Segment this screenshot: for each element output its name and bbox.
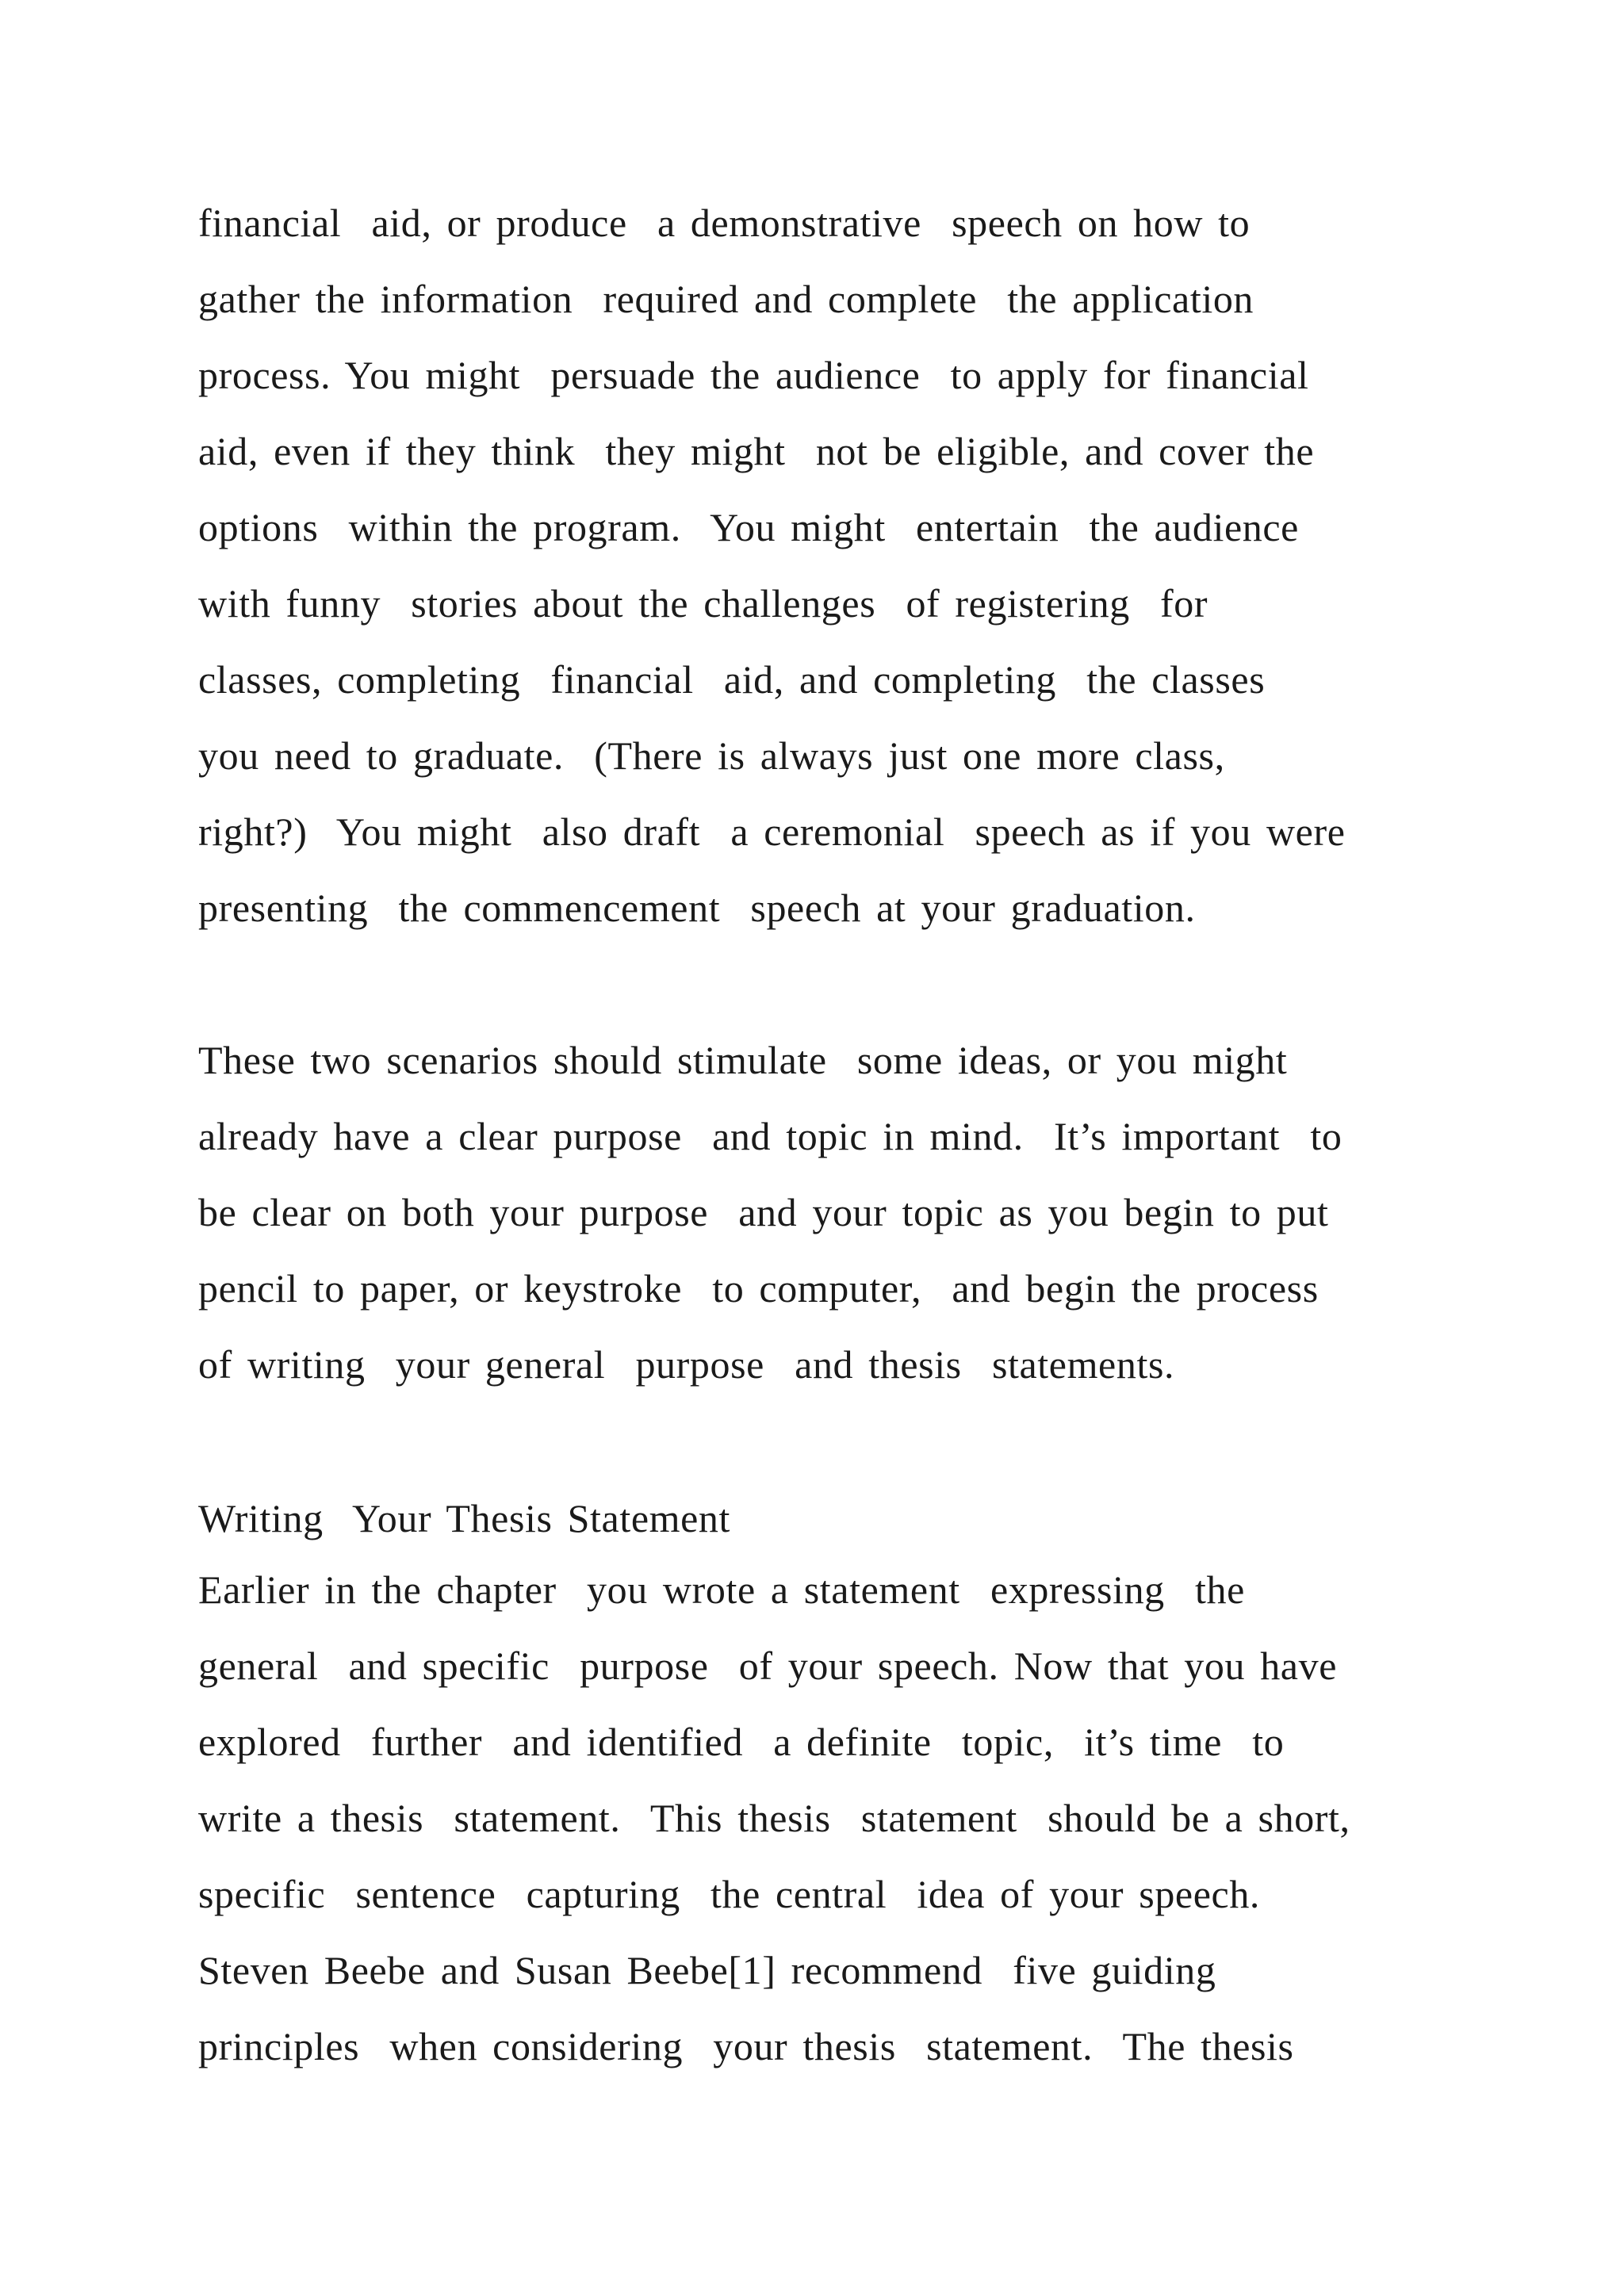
paragraph-line: financial aid, or produce a demonstrative speech on how to <box>198 201 1251 245</box>
paragraph-line: aid, even if they think they might not be eligible, and cover the <box>198 429 1315 473</box>
paragraph-line: general and specific purpose of your speech. Now that you have <box>198 1644 1337 1688</box>
paragraph-line: gather the information required and complete the application <box>198 277 1254 321</box>
thesis-section <box>198 1485 1499 2084</box>
paragraph-line: be clear on both your purpose and your topic as you begin to put <box>198 1190 1329 1234</box>
paragraph-line: Earlier in the chapter you wrote a statement expressing the <box>198 1567 1245 1612</box>
paragraph-line: already have a clear purpose and topic in mind. It’s important to <box>198 1114 1342 1158</box>
paragraph-2 <box>198 1022 1499 1402</box>
paragraph-line: of writing your general purpose and thesis statements. <box>198 1342 1175 1387</box>
paragraph-line: you need to graduate. (There is always just one more class, <box>198 733 1225 778</box>
paragraph-line: Steven Beebe and Susan Beebe[1] recommend five guiding <box>198 1948 1216 1992</box>
paragraph-line: pencil to paper, or keystroke to computer, and begin the process <box>198 1266 1319 1311</box>
paragraph-line: specific sentence capturing the central idea of your speech. <box>198 1872 1261 1916</box>
paragraph-line: principles when considering your thesis statement. The thesis <box>198 2024 1294 2068</box>
paragraph-line: These two scenarios should stimulate some ideas, or you might <box>198 1038 1288 1082</box>
paragraph-line: process. You might persuade the audience to apply for financial <box>198 353 1309 397</box>
paragraph-line: explored further and identified a definite topic, it’s time to <box>198 1720 1285 1764</box>
paragraph-line: classes, completing financial aid, and completing the classes <box>198 657 1266 702</box>
paragraph-line: presenting the commencement speech at your graduation. <box>198 886 1196 930</box>
section-heading: Writing Your Thesis Statement <box>198 1496 731 1540</box>
paragraph-1 <box>198 185 1499 946</box>
paragraph-line: right?) You might also draft a ceremonial speech as if you were <box>198 809 1346 854</box>
paragraph-line: with funny stories about the challenges of registering for <box>198 581 1208 626</box>
paragraph-line: write a thesis statement. This thesis statement should be a short, <box>198 1796 1350 1840</box>
paragraph-line: options within the program. You might entertain the audience <box>198 505 1299 549</box>
